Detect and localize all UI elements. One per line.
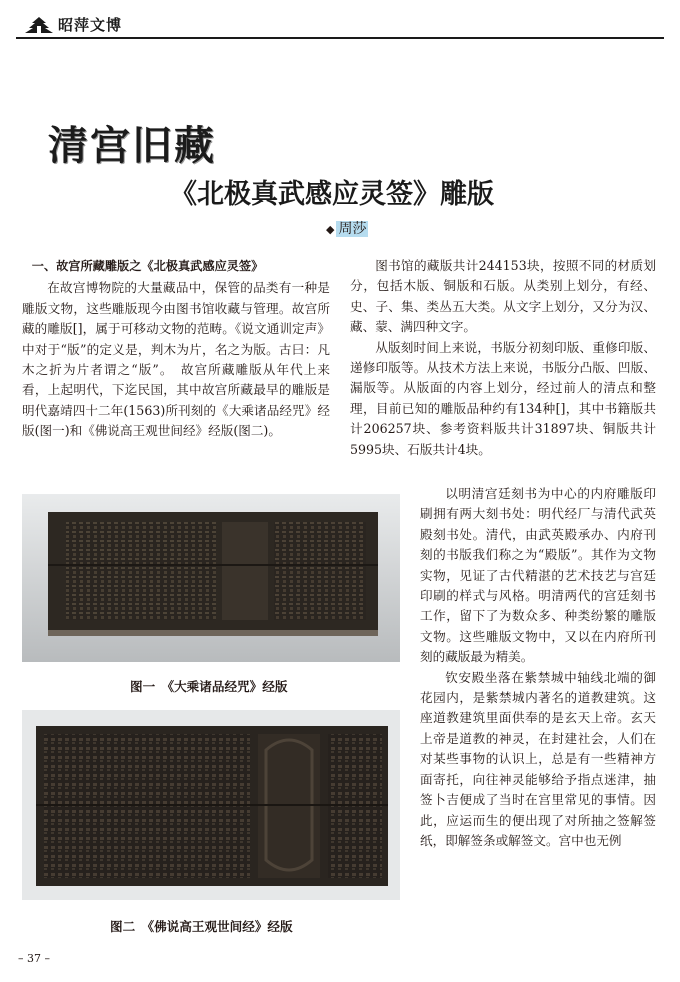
magazine-brand: 昭萍文博 [58, 16, 123, 34]
paragraph: 在故宫博物院的大量藏品中，保管的品类有一种是雕版文物，这些雕版现今由图书馆收藏与管理。故宫所藏的雕版[]，属于可移动文物的范畴。《说文通训定声》中对于“版”的定义是，判木为片，名之为版。古曰：凡木之折为片者谓之“版”。 故宫所藏雕版从年代上来看，上起明代，下迄民国，其中故宫所藏最早的雕版是明代嘉靖四十二年(1563)所刊刻的《大乘诸品经咒》经版(图一)和《佛说高王观世间经》经版(图二)。 [22, 280, 330, 439]
paragraph: 以明清宫廷刻书为中心的内府雕版印刷拥有两大刻书处：明代经厂与清代武英殿刻书处。清代，由武英殿承办、内府刊刻的书版我们称之为“殿版”。其作为文物实物，见证了古代精湛的艺术技艺与宫廷印刷的样式与风格。明清两代的宫廷刻书工作，留下了为数众多、种类纷繁的雕版文物。这些雕版文物中，又以在内府所刊刻的藏版最为精美。 [420, 486, 656, 665]
woodblock-photo-2 [22, 710, 400, 900]
page-header [16, 10, 664, 38]
page-number: – 37 – [18, 952, 50, 965]
woodblock-photo-1 [22, 494, 400, 662]
author-name: 周莎 [338, 221, 367, 237]
paragraph: 图书馆的藏版共计244153块，按照不同的材质划分，包括木版、铜版和石版。从类别上划分，有经、史、子、集、类丛五大类。从文字上划分，又分为汉、藏、蒙、满四种文字。 [350, 258, 656, 335]
author-line [326, 218, 368, 238]
column-banner: 清宫旧藏 [48, 123, 216, 169]
paragraph: 从版刻时间上来说，书版分初刻印版、重修印版、递修印版等。从技术方法上来说，书版分凸版、凹版、漏版等。从版面的内容上划分，经过前人的清点和整理，目前已知的雕版品种约有134种[]，其中书籍版共计206257块、参考资料版共计31897块、铜版共计5995块、石版共计4块。 [350, 339, 656, 457]
paragraph: 钦安殿坐落在紫禁城中轴线北端的御花园内，是紫禁城内著名的道教建筑。这座道教建筑里面供奉的是玄天上帝。玄天上帝是道教的神灵，在封建社会，人们在对某些事物的认识上，总是有一些精神方面寄托，向往神灵能够给予指点迷津，抽签卜吉便成了当时在宫里常见的事情。因此，应运而生的便出现了对所抽之签解签纸，即解签条或解签文。宫中也无例 [420, 669, 656, 848]
left-column [22, 256, 330, 442]
figure-caption-1: 图一 《大乘诸品经咒》经版 [130, 679, 288, 694]
right-column-lower [420, 484, 656, 851]
diamond-icon: ◆ [326, 223, 335, 236]
figure-caption-2: 图二 《佛说高王观世间经》经版 [110, 919, 293, 934]
right-column [350, 256, 656, 460]
section-heading: 一、故宫所藏雕版之《北极真武感应灵签》 [31, 259, 264, 273]
pagoda-logo-icon [24, 16, 54, 34]
article-title: 《北极真武感应灵签》雕版 [170, 179, 494, 210]
header-rule [16, 37, 664, 39]
